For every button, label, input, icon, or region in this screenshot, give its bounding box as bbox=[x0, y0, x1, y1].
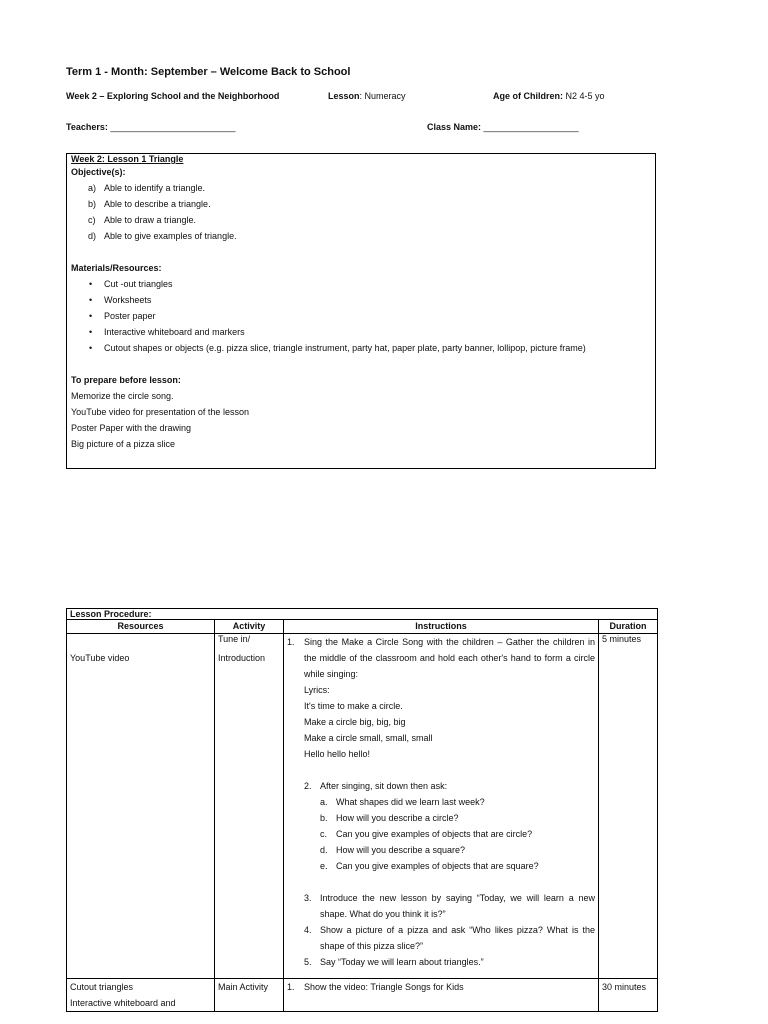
resources-cell bbox=[67, 979, 215, 1012]
lyrics-line: Hello hello hello! bbox=[304, 749, 371, 759]
objectives-heading: Objective(s): bbox=[71, 167, 126, 177]
instruction-item: 1. Sing the Make a Circle Song with the children – Gather the children in the middle of the classroom and hold each other's hand to form a circle while singing: bbox=[287, 637, 595, 679]
prepare-heading: To prepare before lesson: bbox=[71, 375, 181, 385]
table-row bbox=[67, 979, 658, 1012]
column-header-instructions: Instructions bbox=[284, 620, 599, 634]
duration-cell: 5 minutes bbox=[599, 634, 658, 979]
column-header-duration: Duration bbox=[599, 620, 658, 634]
class-blank: ___________________ bbox=[481, 122, 579, 132]
material-item: • Interactive whiteboard and markers bbox=[104, 324, 655, 340]
instructions-cell bbox=[284, 634, 599, 979]
activity-cell: Tune in/ Introduction bbox=[215, 634, 284, 979]
week-label: Week 2 – Exploring School and the Neighborhood bbox=[66, 91, 280, 101]
lyrics-line: It's time to make a circle. bbox=[304, 701, 403, 711]
procedure-table bbox=[66, 608, 658, 1012]
term-title bbox=[66, 66, 350, 78]
objective-item: a) Able to identify a triangle. bbox=[88, 183, 206, 193]
resource-item: Cutout triangles bbox=[70, 982, 134, 992]
age-value: N2 4-5 yo bbox=[563, 91, 605, 101]
instructions-cell bbox=[284, 979, 599, 1012]
lyrics-line: Lyrics: bbox=[304, 685, 330, 695]
column-header-resources: Resources bbox=[67, 620, 215, 634]
objectives-list bbox=[71, 180, 655, 244]
question-item: d. How will you describe a square? bbox=[320, 845, 466, 855]
month-title: Month: September – Welcome Back to School bbox=[107, 66, 351, 78]
instruction-item: 2. After singing, sit down then ask: bbox=[304, 781, 448, 791]
activity-cell: Main Activity bbox=[215, 979, 284, 1012]
class-label: Class Name: bbox=[427, 122, 482, 132]
lesson-field bbox=[328, 91, 406, 101]
materials-list bbox=[71, 276, 655, 356]
instruction-item: 5. Say “Today we will learn about triangles.” bbox=[304, 957, 484, 967]
question-item: a. What shapes did we learn last week? bbox=[320, 797, 485, 807]
materials-heading: Materials/Resources: bbox=[71, 263, 162, 273]
prepare-item: YouTube video for presentation of the lesson bbox=[71, 407, 249, 417]
objective-item: b) Able to describe a triangle. bbox=[88, 199, 211, 209]
class-field bbox=[427, 122, 579, 132]
instruction-item: 1. Show the video: Triangle Songs for Kids bbox=[287, 982, 464, 992]
material-item: • Cutout shapes or objects (e.g. pizza slice, triangle instrument, party hat, paper plate, party banner, lollipop, picture frame) bbox=[104, 340, 655, 356]
instruction-item: 3. Introduce the new lesson by saying “Today, we will learn a new shape. What do you think it is?” bbox=[304, 893, 595, 919]
lyrics-line: Make a circle small, small, small bbox=[304, 733, 433, 743]
term-label: Term 1 - bbox=[66, 66, 108, 78]
lesson-value: : Numeracy bbox=[359, 91, 406, 101]
lesson-label: Lesson bbox=[328, 91, 360, 101]
material-item: • Worksheets bbox=[104, 292, 655, 308]
age-label: Age of Children: bbox=[493, 91, 563, 101]
resource-item: YouTube video bbox=[70, 653, 130, 663]
age-field bbox=[493, 91, 605, 101]
teachers-blank: _________________________ bbox=[107, 122, 236, 132]
resource-item: Interactive whiteboard and bbox=[70, 998, 176, 1008]
lyrics-line: Make a circle big, big, big bbox=[304, 717, 406, 727]
lesson-title: Week 2: Lesson 1 Triangle bbox=[71, 154, 184, 164]
prepare-item: Memorize the circle song. bbox=[71, 391, 174, 401]
table-row bbox=[67, 634, 658, 979]
question-item: e. Can you give examples of objects that are square? bbox=[320, 861, 539, 871]
objective-item: d) Able to give examples of triangle. bbox=[88, 231, 237, 241]
question-item: c. Can you give examples of objects that are circle? bbox=[320, 829, 533, 839]
procedure-caption: Lesson Procedure: bbox=[67, 609, 658, 620]
objective-item: c) Able to draw a triangle. bbox=[88, 215, 197, 225]
teachers-label: Teachers: bbox=[66, 122, 108, 132]
lesson-plan-box bbox=[66, 153, 656, 469]
resources-cell bbox=[67, 634, 215, 979]
prepare-item: Big picture of a pizza slice bbox=[71, 439, 176, 449]
question-item: b. How will you describe a circle? bbox=[320, 813, 459, 823]
teachers-field bbox=[66, 122, 236, 132]
instruction-item: 4. Show a picture of a pizza and ask “Who likes pizza? What is the shape of this pizza slice?” bbox=[304, 925, 595, 951]
duration-cell: 30 minutes bbox=[599, 979, 658, 1012]
material-item: • Cut -out triangles bbox=[104, 276, 655, 292]
prepare-item: Poster Paper with the drawing bbox=[71, 423, 192, 433]
column-header-activity: Activity bbox=[215, 620, 284, 634]
material-item: • Poster paper bbox=[104, 308, 655, 324]
